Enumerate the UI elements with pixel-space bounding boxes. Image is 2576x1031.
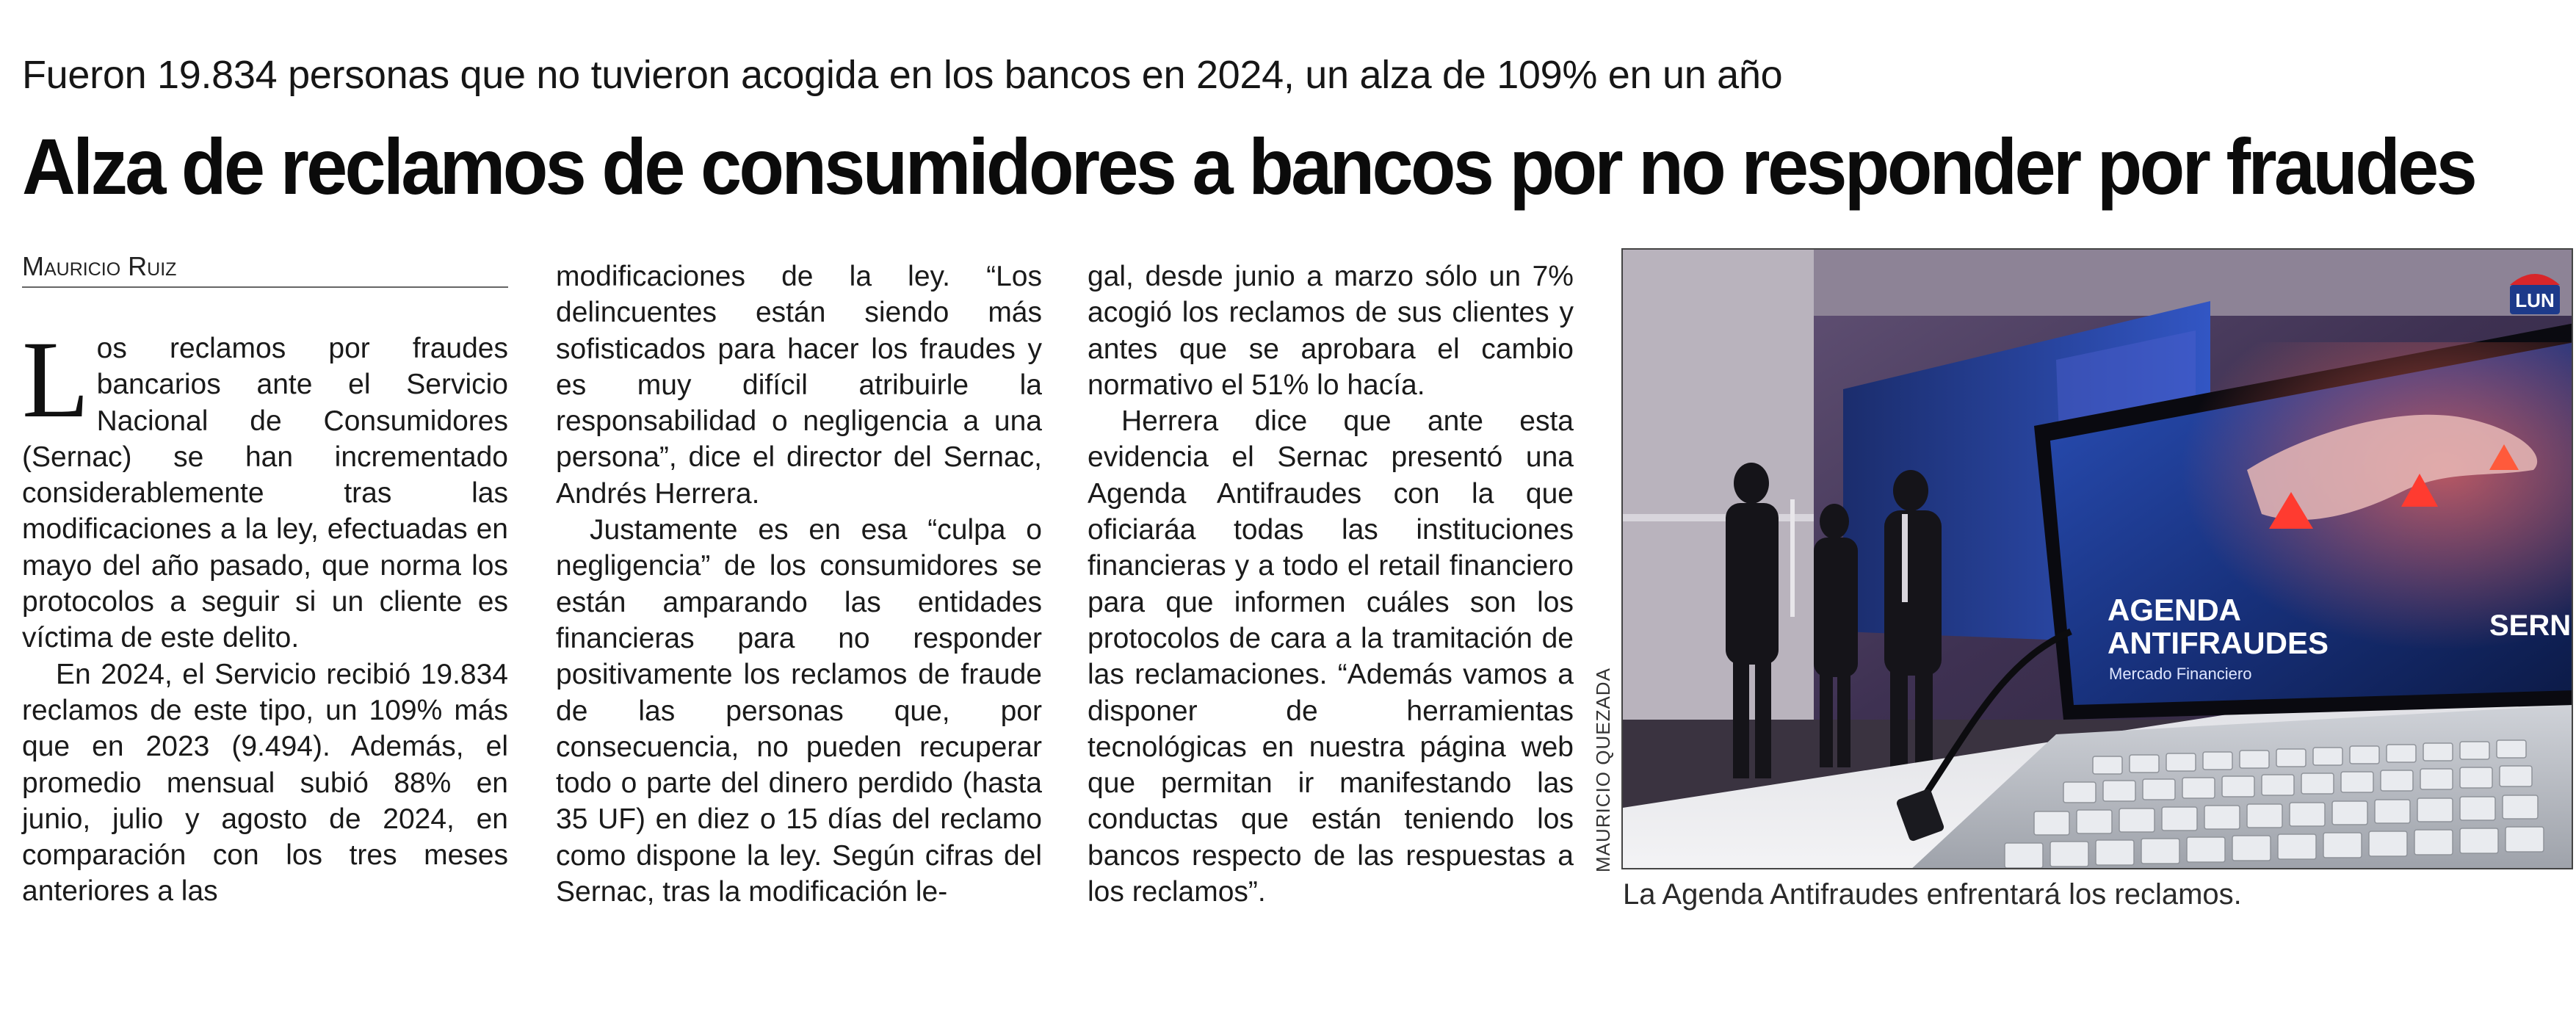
paragraph: Herrera dice que ante esta evidencia el Sernac presentó una Agenda Antifraudes con la que oficiaráa todas las instituciones financieras y a todo el retail financiero para que informen cuáles son los protocolos de cara a la tramitación de las reclamaciones. “Además vamos a disponer de herramientas tecnológicas en nuestra página web que permitan ir manifestando las conductas que están teniendo los bancos respecto de las respuestas a los reclamos”. bbox=[1088, 405, 1574, 908]
screen-title-line2: ANTIFRAUDES bbox=[2108, 626, 2329, 660]
photo-caption: La Agenda Antifraudes enfrentará los reclamos. bbox=[1623, 878, 2242, 911]
screen-subtitle: Mercado Financiero bbox=[2109, 665, 2252, 683]
badge-text: LUN bbox=[2515, 289, 2555, 311]
photo-credit: MAURICIO QUEZADA bbox=[1592, 668, 1614, 872]
lun-badge bbox=[2510, 274, 2560, 314]
news-photo bbox=[1621, 248, 2573, 869]
screen-title-line1: AGENDA bbox=[2108, 593, 2242, 627]
paragraph: modificaciones de la ley. “Los delincuentes están siendo más sofisticados para hacer los fraudes y es muy difícil atribuirle la responsabilidad o negligencia a una persona”, dice el director del Sernac, Andrés Herrera. bbox=[556, 261, 1042, 510]
article-column-3 bbox=[1088, 258, 1574, 910]
byline: Mauricio Ruiz bbox=[22, 248, 508, 288]
paragraph: Justamente es en esa “culpa o negligencia” de los consumidores se están amparando las entidades financieras para no responder positivamente los reclamos de fraude de las personas que, por consecuencia, no pueden recuperar todo o parte del dinero perdido (hasta 35 UF) en diez o 15 días del reclamo como dispone la ley. Según cifras del Sernac, tras la modificación le- bbox=[556, 514, 1042, 908]
article-kicker: Fueron 19.834 personas que no tuvieron acogida en los bancos en 2024, un alza de 109% en un año bbox=[22, 53, 1783, 97]
paragraph: En 2024, el Servicio recibió 19.834 reclamos de este tipo, un 109% más que en 2023 (9.494). Además, el promedio mensual subió 88% en junio, julio y agosto de 2024, en comparación con los tres meses anteriores a las bbox=[22, 658, 508, 908]
article-column-2 bbox=[556, 258, 1042, 910]
paragraph: os reclamos por fraudes bancarios ante el Servicio Nacional de Consumidores (Sernac) se han incrementado considerablemente tras las modificaciones a la ley, efectuadas en mayo del año pasado, que norma los protocolos a seguir si un cliente es víctima de este delito. bbox=[22, 333, 508, 654]
paragraph: gal, desde junio a marzo sólo un 7% acogió los reclamos de sus clientes y antes que se aprobara el cambio normativo el 51% lo hacía. bbox=[1088, 261, 1574, 401]
dropcap: L bbox=[22, 319, 90, 441]
screen-logo: SERN bbox=[2489, 609, 2572, 642]
article-headline: Alza de reclamos de consumidores a bancos por no responder por fraudes bbox=[22, 122, 2475, 211]
article-column-1 bbox=[22, 319, 508, 910]
